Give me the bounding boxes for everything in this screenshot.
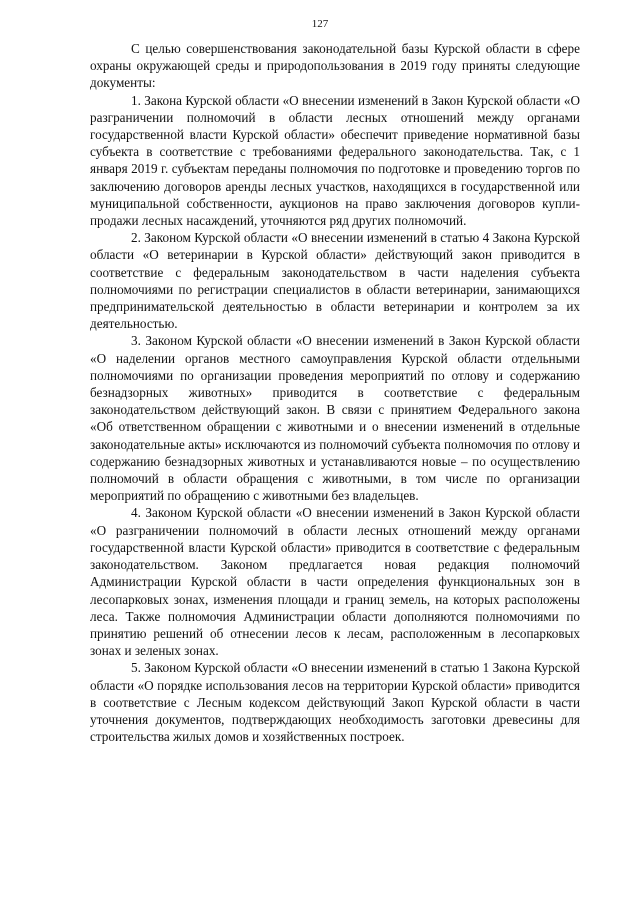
intro-paragraph: С целью совершенствования законодательной базы Курской области в сфере охраны окружающей среды и природопользования в 2019 году приняты следующие документы: <box>90 41 580 91</box>
item-3-paragraph: 3. Законом Курской области «О внесении изменений в Закон Курской области «О наделении органов местного самоуправления Курской области отдельными полномочиями по организации проведения мероприятий по отлову и содержанию безнадзорных животных» приводится в соответствие с федеральным законодательством действующий закон. В связи с принятием Федерального закона «Об ответственном обращении с животными и о внесении изменений в отдельные законодательные акты» исключаются из полномочий субъекта полномочия по отлову и содержанию безнадзорных животных и устанавливаются новые – по осуществлению полномочий в области обращения с животными, в том числе по организации мероприятий по обращению с животными без владельцев. <box>90 333 580 504</box>
item-2-paragraph: 2. Законом Курской области «О внесении изменений в статью 4 Закона Курской области «О ветеринарии в Курской области» действующий закон приводится в соответствие с федеральным законодательством в части наделения субъекта полномочиями по регистрации специалистов в области ветеринарии, занимающихся предпринимательской деятельностью в области ветеринарии и контролем за их деятельностью. <box>90 230 580 332</box>
item-4-paragraph: 4. Законом Курской области «О внесении изменений в Закон Курской области «О разграничении полномочий в области лесных отношений между органами государственной власти Курской области» приводится в соответствие с федеральным законодательством. Законом предлагается новая редакция полномочий Администрации Курской области в части определения функциональных зон в лесопарковых зонах, изменения площади и границ земель, на которых расположены леса. Также полномочия Администрации области дополняются полномочиями по принятию решений об отнесении лесов к лесам, расположенным в лесопарковых зонах и зеленых зонах. <box>90 505 580 659</box>
document-body <box>90 40 580 745</box>
page-number: 127 <box>311 18 329 30</box>
item-1-paragraph: 1. Закона Курской области «О внесении изменений в Закон Курской области «О разграничении полномочий в области лесных отношений между органами государственной власти Курской области» обеспечит приведение нормативной базы субъекта в соответствие с требованиями федерального законодательства. Так, с 1 января 2019 г. субъектам переданы полномочия по подготовке и проведению торгов по заключению договоров аренды лесных участков, находящихся в государственной или муниципальной собственности, аукционов на право заключения договоров купли-продажи лесных насаждений, уточняются ряд других полномочий. <box>90 92 580 229</box>
item-5-paragraph: 5. Законом Курской области «О внесении изменений в статью 1 Закона Курской области «О порядке использования лесов на территории Курской области» приводится в соответствие с Лесным кодексом действующий Закоп Курской области в части уточнения документов, подтверждающих необходимость заготовки древесины для строительства жилых домов и хозяйственных построек. <box>90 660 580 745</box>
